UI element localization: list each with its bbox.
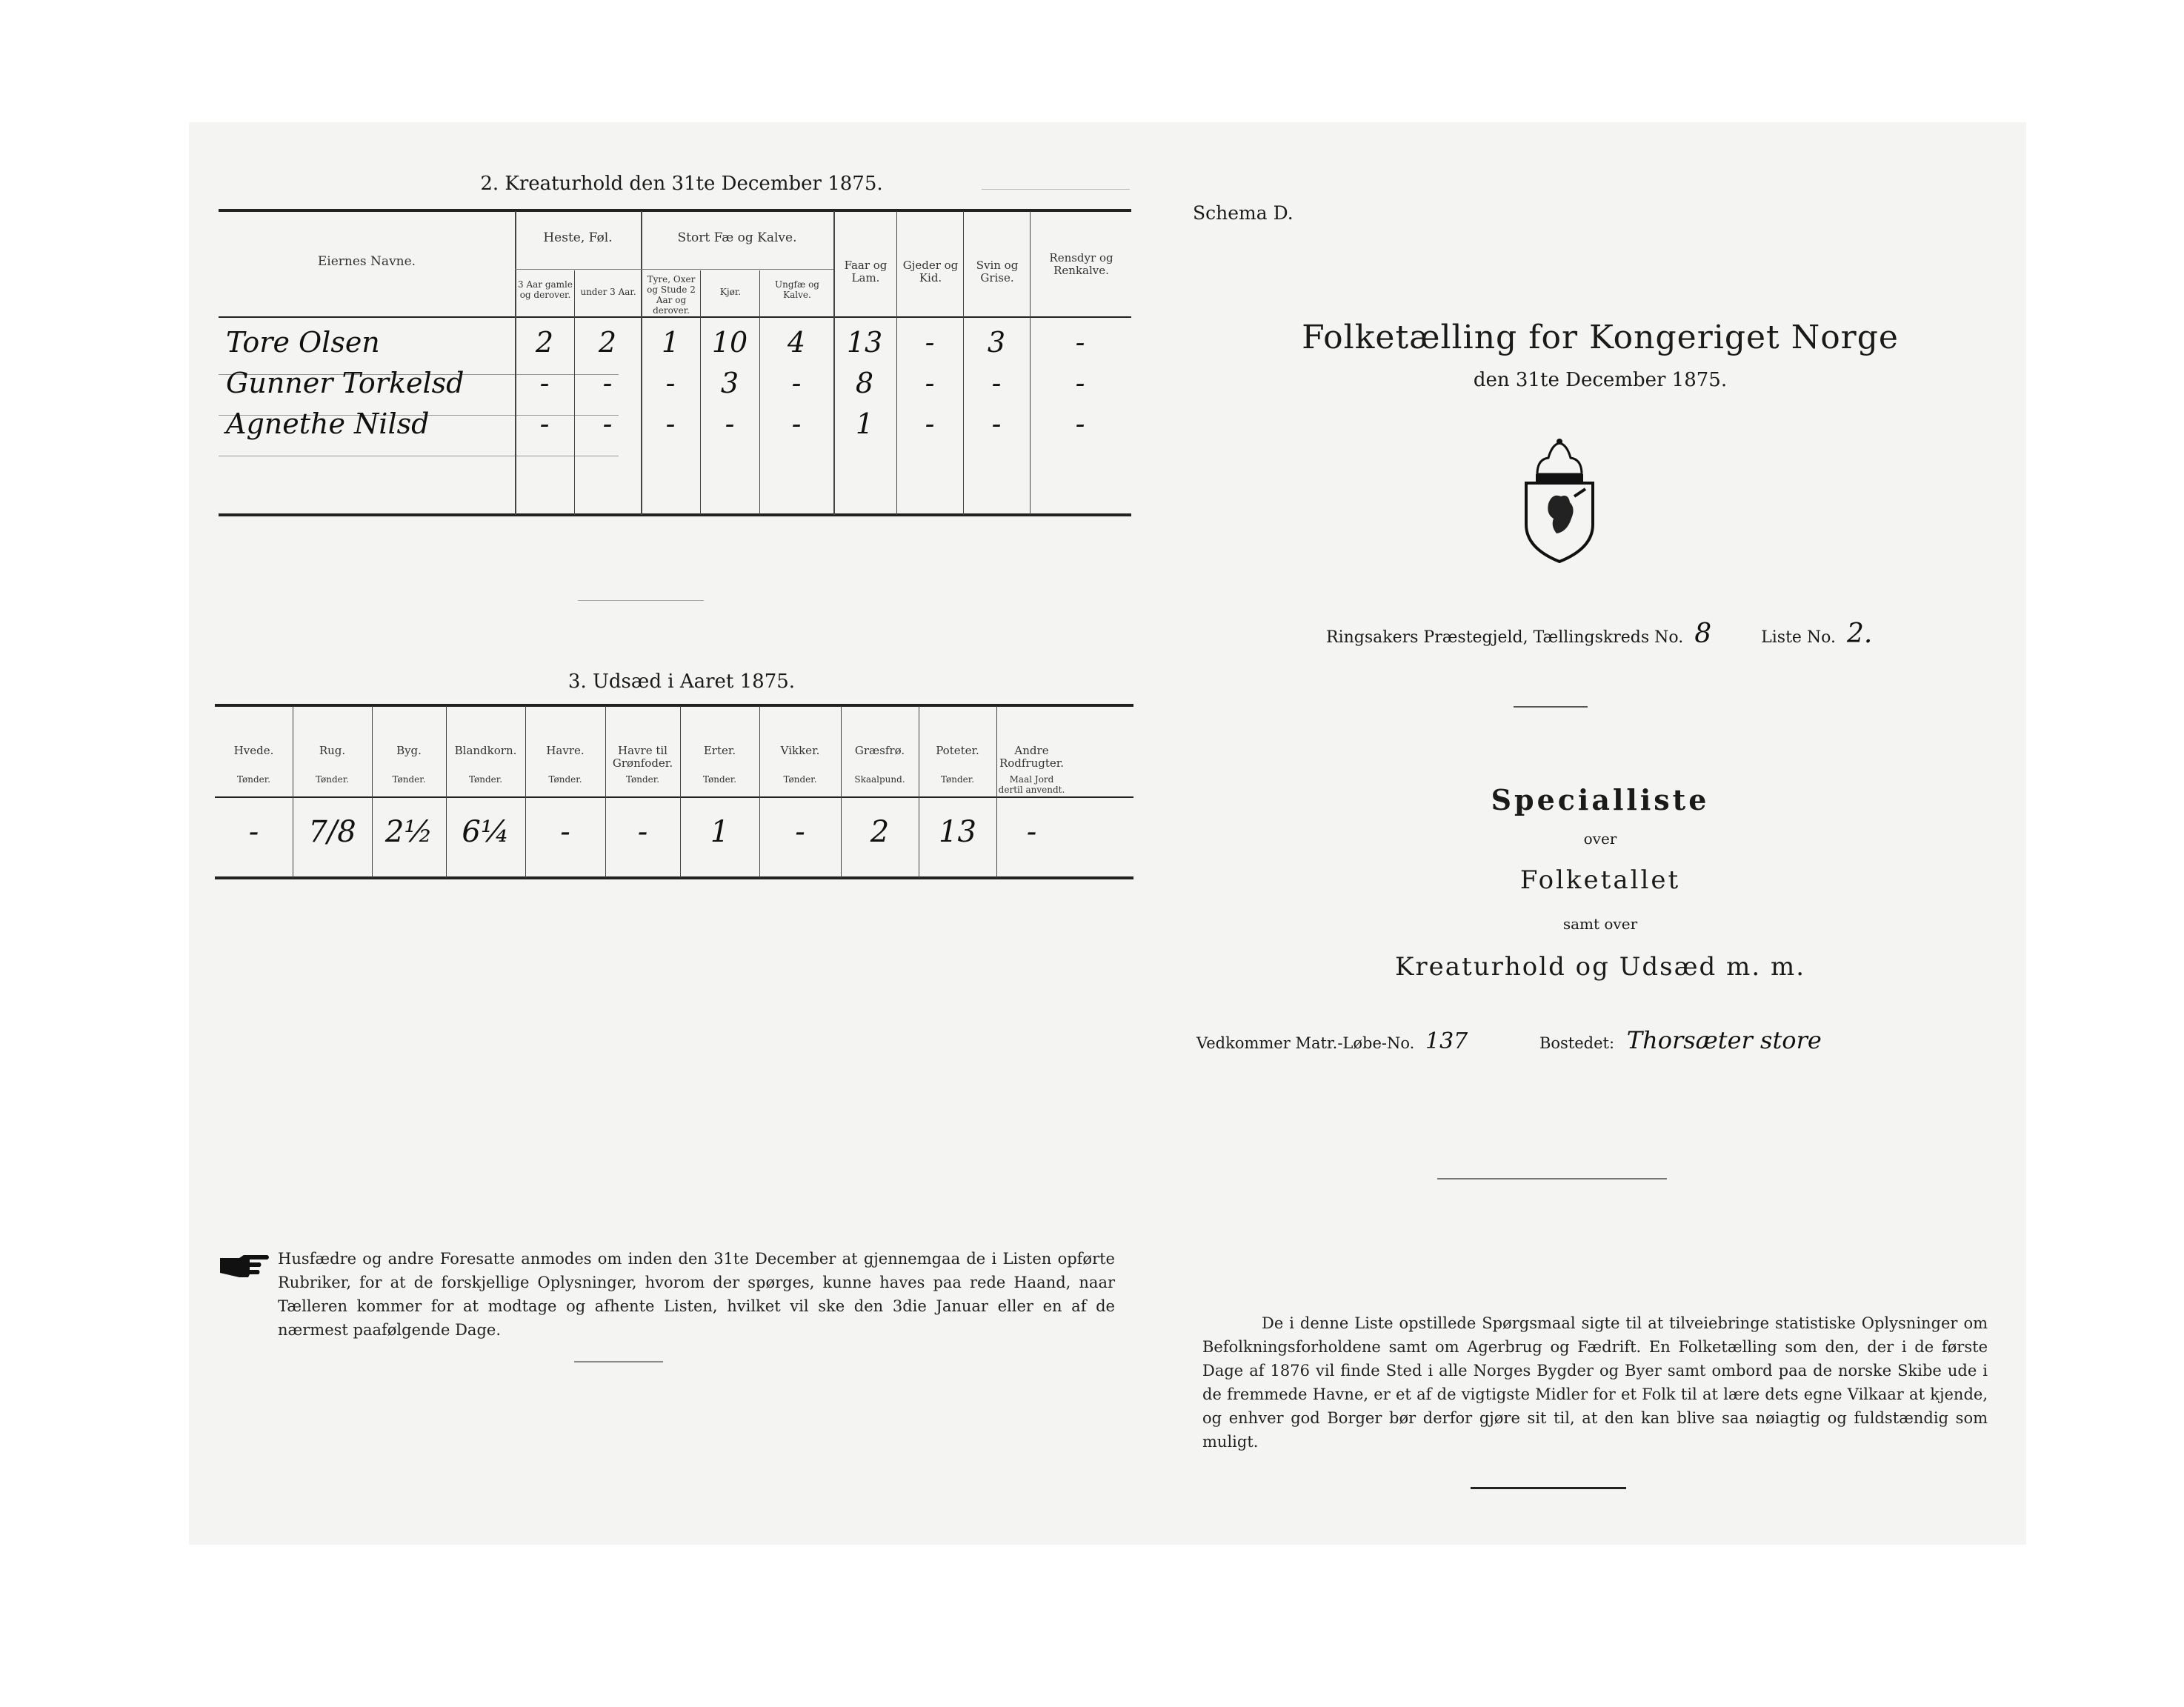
header-cattle-cows: Kjør. bbox=[719, 287, 742, 297]
livestock-value: 8 bbox=[855, 367, 874, 399]
seed-header-rule bbox=[215, 796, 1133, 798]
livestock-value: - bbox=[991, 367, 1002, 399]
census-date: den 31te December 1875. bbox=[1473, 369, 1728, 391]
livestock-value: 3 bbox=[987, 326, 1006, 359]
census-title: Folketælling for Kongeriget Norge bbox=[1302, 319, 1899, 356]
notice-text: Husfædre og andre Foresatte anmodes om inden den 31te December at gjennemgaa de i Listen opførte Rubriker, for at de forskjellige Oplysninger, hvorom der spørges, kunne haves paa rede Haand, naar Tælleren kommer for at modtage og afhente Listen, hvilket vil ske den 3die Januar eller en af de nærmest paafølgende Dage. bbox=[278, 1250, 1115, 1339]
seed-value: 7/8 bbox=[308, 815, 356, 849]
header-cattle-bulls: Tyre, Oxer og Stude 2 Aar og derover. bbox=[647, 274, 696, 316]
livestock-value: 10 bbox=[711, 326, 748, 359]
seed-value: - bbox=[560, 815, 570, 849]
livestock-value: - bbox=[791, 367, 802, 399]
livestock-value: - bbox=[925, 367, 935, 399]
livestock-title: 2. Kreaturhold den 31te December 1875. bbox=[480, 173, 883, 195]
seed-value: 1 bbox=[710, 815, 730, 849]
header-cattle-young: Ungfæ og Kalve. bbox=[775, 279, 819, 300]
seed-header: Andre Rodfrugter. bbox=[999, 744, 1065, 770]
livestock-value: - bbox=[539, 407, 550, 440]
seed-unit: Tønder. bbox=[236, 774, 271, 785]
norway-coat-of-arms-icon bbox=[1515, 437, 1604, 563]
livestock-value: - bbox=[925, 407, 935, 440]
header-sheep: Faar og Lam. bbox=[844, 259, 888, 284]
schema-label: Schema D. bbox=[1193, 202, 1294, 224]
seed-value: - bbox=[1026, 815, 1037, 849]
district-number: 8 bbox=[1694, 619, 1712, 649]
seed-value: 13 bbox=[939, 815, 976, 849]
owner-name: Tore Olsen bbox=[226, 326, 380, 359]
livestock-value: - bbox=[602, 367, 613, 399]
owner-name: Agnethe Nilsd bbox=[226, 407, 430, 440]
livestock-value: - bbox=[602, 407, 613, 440]
pointing-hand-icon bbox=[219, 1251, 270, 1280]
seed-unit: Tønder. bbox=[392, 774, 426, 785]
seed-unit: Tønder. bbox=[468, 774, 503, 785]
livestock-value: 1 bbox=[855, 407, 874, 440]
header-horses-young: under 3 Aar. bbox=[580, 287, 636, 297]
over-text: over bbox=[1583, 830, 1617, 848]
header-goats: Gjeder og Kid. bbox=[902, 259, 959, 284]
livestock-value: - bbox=[665, 367, 676, 399]
livestock-value: 4 bbox=[787, 326, 806, 359]
seed-header: Havre. bbox=[546, 744, 585, 757]
header-pigs: Svin og Grise. bbox=[976, 259, 1019, 284]
seed-value: - bbox=[637, 815, 648, 849]
bosted-label: Bostedet: bbox=[1539, 1034, 1615, 1052]
matrikkel-line bbox=[1196, 1026, 2011, 1054]
seed-value: - bbox=[248, 815, 259, 849]
matr-label: Vedkommer Matr.-Løbe-No. bbox=[1196, 1034, 1415, 1052]
livestock-value: - bbox=[991, 407, 1002, 440]
seed-header: Blandkorn. bbox=[454, 744, 517, 757]
matr-number: 137 bbox=[1425, 1028, 1468, 1054]
seed-header: Hvede. bbox=[233, 744, 274, 757]
seed-bottom-rule bbox=[215, 876, 1133, 879]
livestock-value: - bbox=[1075, 407, 1085, 440]
seed-value: 2 bbox=[870, 815, 890, 849]
livestock-value: - bbox=[539, 367, 550, 399]
seed-unit: Tønder. bbox=[702, 774, 737, 785]
seed-header: Græsfrø. bbox=[854, 744, 905, 757]
seed-header: Vikker. bbox=[780, 744, 820, 757]
seed-value: 2½ bbox=[384, 815, 433, 849]
seed-unit: Maal Jord dertil anvendt. bbox=[998, 774, 1065, 795]
seed-title: 3. Udsæd i Aaret 1875. bbox=[567, 671, 796, 693]
seed-unit: Tønder. bbox=[625, 774, 660, 785]
livestock-value: 13 bbox=[846, 326, 883, 359]
seed-unit: Tønder. bbox=[783, 774, 817, 785]
samt-over-text: samt over bbox=[1562, 915, 1638, 933]
specialliste-heading: Specialliste bbox=[1491, 783, 1710, 816]
district-label: Tællingskreds No. bbox=[1533, 628, 1684, 647]
seed-header: Rug. bbox=[319, 744, 346, 757]
livestock-value: 2 bbox=[598, 326, 617, 359]
livestock-value: 1 bbox=[661, 326, 680, 359]
bosted-value: Thorsæter store bbox=[1626, 1026, 1822, 1054]
livestock-top-rule bbox=[219, 209, 1131, 212]
livestock-bottom-rule bbox=[219, 513, 1131, 516]
header-reindeer: Rensdyr og Renkalve. bbox=[1049, 251, 1113, 277]
livestock-value: - bbox=[925, 326, 935, 359]
seed-header: Byg. bbox=[396, 744, 422, 757]
district-line bbox=[1326, 619, 1993, 649]
livestock-value: - bbox=[1075, 367, 1085, 399]
seed-header: Erter. bbox=[703, 744, 736, 757]
livestock-value: - bbox=[1075, 326, 1085, 359]
livestock-header-rule bbox=[219, 316, 1131, 318]
seed-unit: Tønder. bbox=[548, 774, 582, 785]
list-number: 2. bbox=[1847, 619, 1873, 649]
seed-value: 6¼ bbox=[462, 815, 510, 849]
seed-unit: Skaalpund. bbox=[854, 774, 905, 785]
header-horses: Heste, Føl. bbox=[543, 230, 613, 245]
livestock-value: - bbox=[791, 407, 802, 440]
seed-top-rule bbox=[215, 704, 1133, 707]
seed-header: Havre til Grønfoder. bbox=[612, 744, 673, 770]
seed-header: Poteter. bbox=[936, 744, 979, 757]
census-sheet bbox=[189, 122, 2026, 1545]
parish-label: Ringsakers Præstegjeld, bbox=[1326, 628, 1528, 647]
livestock-value: - bbox=[725, 407, 735, 440]
livestock-value: - bbox=[665, 407, 676, 440]
livestock-value: 3 bbox=[720, 367, 739, 399]
header-cattle: Stort Fæ og Kalve. bbox=[677, 230, 797, 245]
kreaturhold-heading: Kreaturhold og Udsæd m. m. bbox=[1394, 952, 1805, 982]
livestock-value: 2 bbox=[535, 326, 554, 359]
seed-value: - bbox=[795, 815, 805, 849]
bottom-note: De i denne Liste opstillede Spørgsmaal sigte til at tilveiebringe statistiske Oplysninger om Befolkningsforholdene samt om Agerbrug og Fædrift. En Folketælling som den, der i de første Dage af 1876 vil finde Sted i alle Norges Bygder og Byer samt ombord paa de norske Skibe ude i de fremmede Havne, er et af de vigtigste Midler for et Folk til at lære dets egne Vilkaar at kjende, og enhver god Borger bør derfor gjøre sit til, at den kan blive saa nøiagtig og fuldstændig som muligt. bbox=[1202, 1314, 1988, 1451]
folketallet-heading: Folketallet bbox=[1519, 865, 1681, 895]
owner-name: Gunner Torkelsd bbox=[226, 367, 465, 399]
seed-unit: Tønder. bbox=[315, 774, 350, 785]
list-label: Liste No. bbox=[1761, 628, 1837, 647]
header-owner: Eiernes Navne. bbox=[317, 254, 416, 269]
seed-unit: Tønder. bbox=[940, 774, 975, 785]
header-horses-old: 3 Aar gamle og derover. bbox=[518, 279, 573, 300]
